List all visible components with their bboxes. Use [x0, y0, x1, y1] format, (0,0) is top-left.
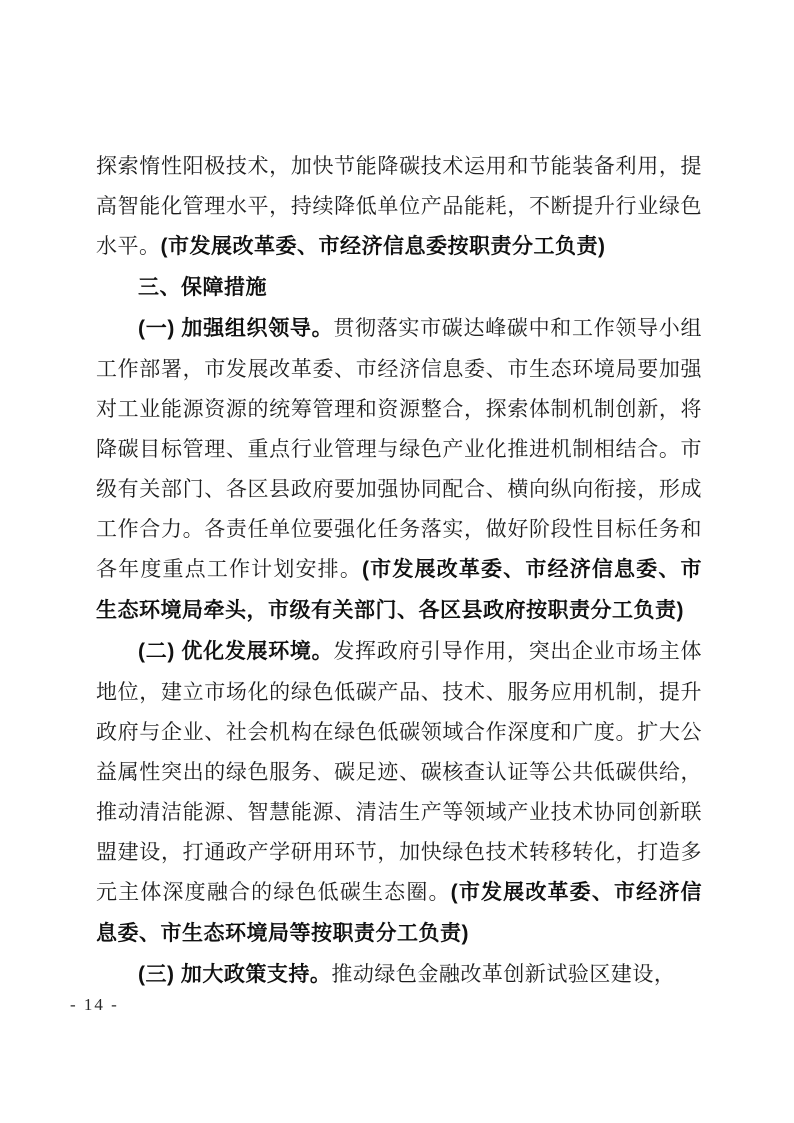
text-run-bold: (一) 加强组织领导。	[138, 317, 334, 340]
text-run-bold: (市发展改革委、市经济信息委、市生态环境局等按职责分工负责)	[96, 881, 702, 945]
document-body	[96, 146, 702, 995]
paragraph-continuation	[96, 146, 702, 267]
text-run: 发挥政府引导作用，突出企业市场主体地位，建立市场化的绿色低碳产品、技术、服务应用机制，提升政府与企业、社会机构在绿色低碳领域合作深度和广度。扩大公益属性突出的绿色服务、碳足迹、碳核查认证等公共低碳供给，推动清洁能源、智慧能源、清洁生产等领域产业技术协同创新联盟建设，打通政产学研用环节，加快绿色技术转移转化，打造多元主体深度融合的绿色低碳生态圈。	[96, 639, 702, 904]
text-run: 推动绿色金融改革创新试验区建设，	[331, 962, 676, 986]
text-run-bold: (市发展改革委、市经济信息委按职责分工负责)	[160, 235, 606, 258]
text-run-bold: (市发展改革委、市经济信息委、市生态环境局牵头，市级有关部门、各区县政府按职责分工负责)	[96, 558, 702, 622]
text-run: 探索惰性阳极技术，加快节能降碳技术运用和节能装备利用，提高智能化管理水平，持续降低单位产品能耗，不断提升行业绿色水平。	[96, 154, 702, 258]
page-number: - 14 -	[70, 995, 119, 1014]
text-run: 贯彻落实市碳达峰碳中和工作领导小组工作部署，市发展改革委、市经济信息委、市生态环境局要加强对工业能源资源的统筹管理和资源整合，探索体制机制创新，将降碳目标管理、重点行业管理与绿色产业化推进机制相结合。市级有关部门、各区县政府要加强协同配合、横向纵向衔接，形成工作合力。各责任单位要强化任务落实，做好阶段性目标任务和各年度重点工作计划安排。	[96, 316, 702, 581]
text-run-bold: (三) 加大政策支持。	[138, 963, 332, 986]
paragraph-item-3	[96, 954, 702, 995]
text-run-bold: 三、保障措施	[138, 276, 267, 299]
paragraph-item-2	[96, 631, 702, 954]
section-heading	[96, 267, 702, 308]
paragraph-item-1	[96, 308, 702, 631]
text-run-bold: (二) 优化发展环境。	[138, 640, 334, 663]
